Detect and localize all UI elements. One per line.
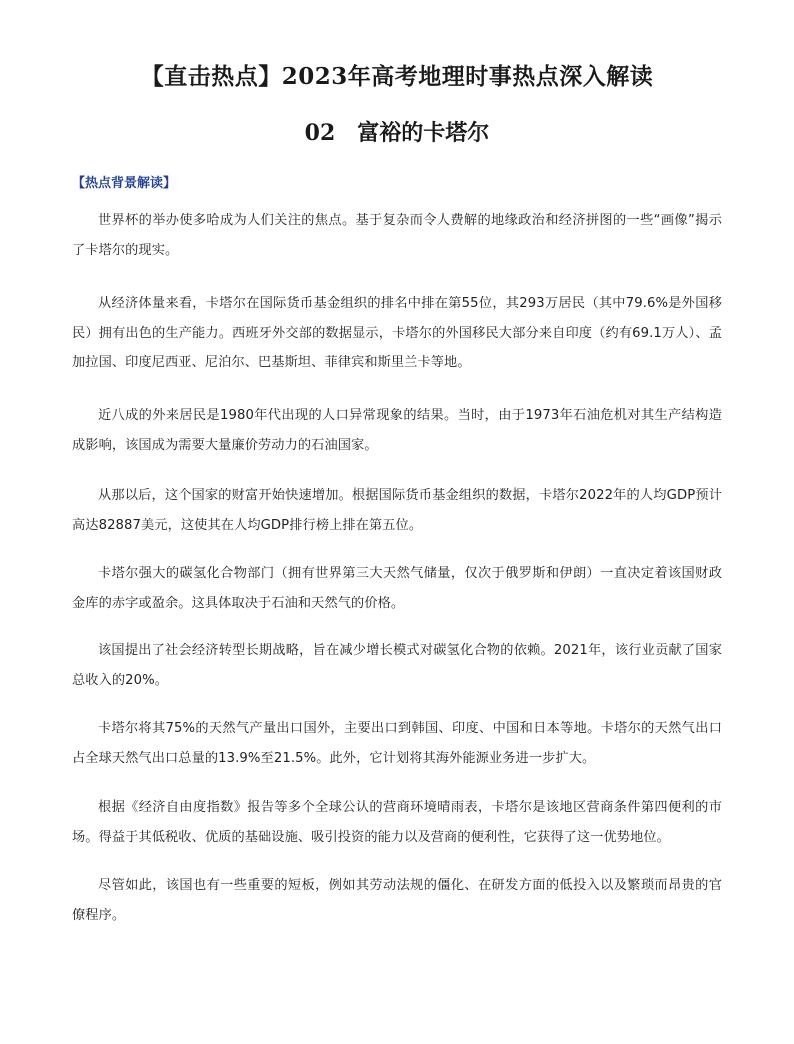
paragraph-3: 近八成的外来居民是1980年代出现的人口异常现象的结果。当时，由于1973年石油危机对其生产结构造成影响，该国成为需要大量廉价劳动力的石油国家。 [72,408,722,453]
paragraph-8: 根据《经济自由度指数》报告等多个全球公认的营商环境晴雨表，卡塔尔是该地区营商条件第四便利的市场。得益于其低税收、优质的基础设施、吸引投资的能力以及营商的便利性，它获得了这一优势地位。 [72,800,722,845]
paragraph-7: 卡塔尔将其75%的天然气产量出口国外，主要出口到韩国、印度、中国和日本等地。卡塔尔的天然气出口占全球天然气出口总量的13.9%至21.5%。此外，它计划将其海外能源业务进一步扩大。 [72,721,722,766]
paragraph-9: 尽管如此，该国也有一些重要的短板，例如其劳动法规的僵化、在研发方面的低投入以及繁琐而昂贵的官僚程序。 [72,878,722,923]
paragraph-6: 该国提出了社会经济转型长期战略，旨在减少增长模式对碳氢化合物的依赖。2021年，该行业贡献了国家总收入的20%。 [72,643,722,688]
paragraph-4: 从那以后，这个国家的财富开始快速增加。根据国际货币基金组织的数据，卡塔尔2022年的人均GDP预计高达82887美元，这使其在人均GDP排行榜上排在第五位。 [72,488,722,533]
section-label: 【热点背景解读】 [72,176,177,191]
page-subtitle [0,117,794,149]
subtitle-number: 02 [304,120,336,146]
page-title: 【直击热点】2023年高考地理时事热点深入解读 [140,63,654,90]
paragraph-2: 从经济体量来看，卡塔尔在国际货币基金组织的排名中排在第55位，其293万居民（其中79.6%是外国移民）拥有出色的生产能力。西班牙外交部的数据显示，卡塔尔的外国移民大部分来自印度（约有69.1万人）、孟加拉国、印度尼西亚、尼泊尔、巴基斯坦、菲律宾和斯里兰卡等地。 [72,296,722,370]
subtitle-text: 富裕的卡塔尔 [357,120,490,146]
paragraph-5: 卡塔尔强大的碳氢化合物部门（拥有世界第三大天然气储量，仅次于俄罗斯和伊朗）一直决定着该国财政金库的赤字或盈余。这具体取决于石油和天然气的价格。 [72,566,722,611]
paragraph-1: 世界杯的举办使多哈成为人们关注的焦点。基于复杂而令人费解的地缘政治和经济拼图的一些“画像”揭示了卡塔尔的现实。 [72,213,722,258]
